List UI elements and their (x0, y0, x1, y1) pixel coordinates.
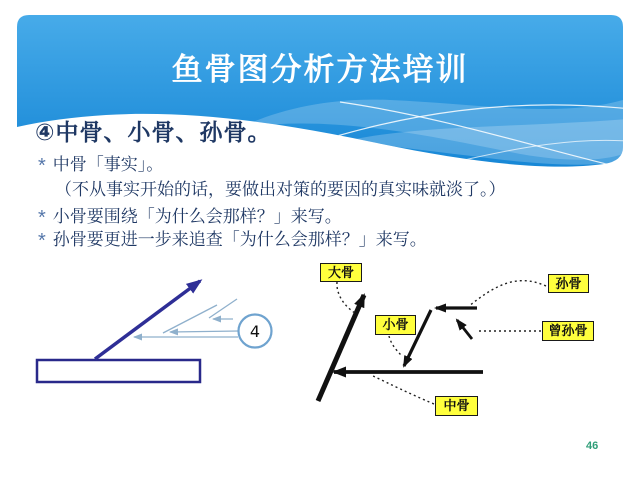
bullet-text: 孙骨要更进一步来追查「为什么会那样？」来写。 (52, 230, 427, 249)
label-small-bone: 小骨 (375, 315, 416, 335)
section-heading: ④中骨、小骨、孙骨。 (35, 119, 272, 145)
main-arrow (95, 281, 200, 359)
label-middle-bone: 中骨 (435, 396, 478, 416)
small-bone-line (163, 305, 217, 333)
bullet-item (38, 225, 427, 251)
bullet-note: （不从事实开始的话，要做出对策的要因的真实味就淡了。） (55, 180, 506, 199)
great-grandchild-arrow (457, 320, 472, 339)
arrow-sketch-diagram (37, 281, 272, 382)
dotted-connector-big-bone (337, 282, 355, 313)
base-rectangle (37, 360, 200, 382)
label-big-bone: 大骨 (320, 263, 362, 282)
bullet-text: 小骨要围绕「为什么会那样？」来写。 (52, 207, 342, 226)
label-grandchild-bone: 孙骨 (548, 274, 589, 293)
label-great-grandchild-bone: 曾孙骨 (542, 321, 594, 341)
step-number: 4 (249, 322, 261, 341)
bullet-text: 中骨「事实」。 (52, 155, 164, 174)
bullet-item (38, 150, 163, 176)
bullet-marker: * (38, 207, 46, 229)
bullet-marker: * (38, 230, 46, 252)
dotted-connector-small-bone (389, 336, 402, 356)
dotted-connector-grandchild (469, 281, 546, 306)
slide-title: 鱼骨图分析方法培训 (171, 52, 469, 87)
bullet-marker: * (38, 155, 46, 177)
small-bone-line (209, 299, 237, 318)
dotted-connector-middle-bone (373, 376, 434, 404)
pointer-arrow (170, 331, 239, 332)
page-number: 46 (586, 440, 599, 452)
fishbone-diagram (318, 281, 546, 404)
big-bone-line (318, 295, 364, 401)
